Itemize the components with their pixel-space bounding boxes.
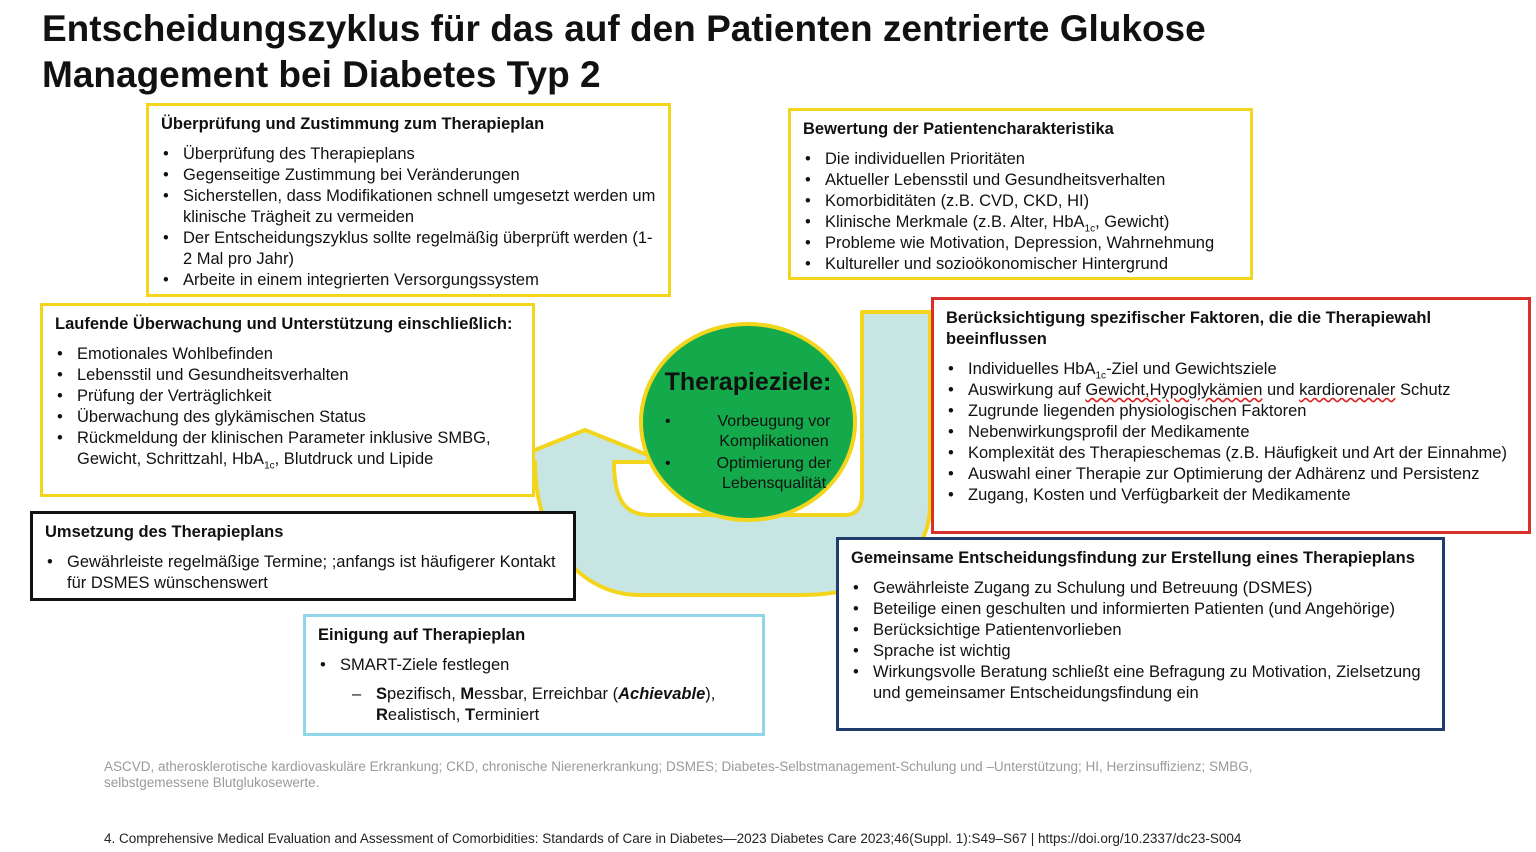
box-ongoing-monitoring bbox=[40, 303, 535, 497]
list-item: • Sprache ist wichtig bbox=[851, 641, 1430, 662]
list-item: • Gewährleiste Zugang zu Schulung und Betreuung (DSMES) bbox=[851, 578, 1430, 599]
smart-word: essbar, Erreichbar ( bbox=[474, 685, 619, 703]
title-line-1: Entscheidungszyklus für das auf den Patienten zentrierte Glukose bbox=[42, 8, 1206, 49]
list-item: • Vorbeugung vor Komplikationen bbox=[661, 412, 851, 452]
box-review-heading: Überprüfung und Zustimmung zum Therapieplan bbox=[161, 115, 545, 133]
reference-citation: 4. Comprehensive Medical Evaluation and Assessment of Comorbidities: Standards of Care in Diabetes—2023 Diabetes Care 2023;46(Suppl. 1):S49–S67 | https://doi.org/10.2337/dc23-S004 bbox=[104, 831, 1242, 846]
smart-letter: Achievable bbox=[618, 685, 706, 703]
item-text: Individuelles HbA bbox=[968, 360, 1096, 378]
footnote-line-2: selbstgemessene Blutglukosewerte. bbox=[104, 775, 320, 790]
list-item: • Die individuellen Prioritäten bbox=[803, 149, 1238, 170]
smart-letter: S bbox=[376, 685, 388, 703]
item-text: Rückmeldung der klinischen Parameter inklusive SMBG, Gewicht, Schrittzahl, HbA bbox=[77, 429, 491, 468]
smart-letter: R bbox=[376, 706, 388, 724]
footnote-line-1: ASCVD, atherosklerotische kardiovaskuläre Erkrankung; CKD, chronische Nierenerkrankung; DSMES; Diabetes-Selbstmanagement-Schulung und –Unterstützung; HI, Herzinsuffizienz; SMBG, bbox=[104, 759, 1253, 774]
list-item: • Beteilige einen geschulten und informierten Patienten (und Angehörige) bbox=[851, 599, 1430, 620]
spellcheck-text: kardiorenaler bbox=[1299, 381, 1396, 399]
list-item: • Emotionales Wohlbefinden bbox=[55, 344, 520, 365]
list-item: • Gegenseitige Zustimmung bei Veränderungen bbox=[161, 165, 656, 186]
list-item: • Wirkungsvolle Beratung schließt eine Befragung zu Motivation, Zielsetzung und gemeinsamer Entscheidungsfindung ein bbox=[851, 662, 1430, 704]
box-factors-heading: Berücksichtigung spezifischer Faktoren, die die Therapiewahl beeinflussen bbox=[946, 309, 1432, 348]
list-item: • Zugrunde liegenden physiologischen Faktoren bbox=[946, 401, 1516, 422]
smart-word: erminiert bbox=[475, 706, 540, 724]
item-text: Klinische Merkmale (z.B. Alter, HbA bbox=[825, 213, 1085, 231]
list-item: • Gewährleiste regelmäßige Termine; ;anfangs ist häufigerer Kontakt für DSMES wünschenswert bbox=[45, 552, 561, 594]
box-assessment-heading: Bewertung der Patientencharakteristika bbox=[803, 120, 1114, 138]
item-text: Schutz bbox=[1395, 381, 1451, 399]
therapy-goals-circle bbox=[639, 322, 857, 522]
list-item bbox=[55, 428, 520, 470]
list-item: • Lebensstil und Gesundheitsverhalten bbox=[55, 365, 520, 386]
list-item: • Überwachung des glykämischen Status bbox=[55, 407, 520, 428]
therapy-goals-list bbox=[661, 412, 851, 496]
list-item: • Komplexität des Therapieschemas (z.B. Häufigkeit und Art der Einnahme) bbox=[946, 443, 1516, 464]
smart-letter: T bbox=[464, 706, 476, 724]
smart-word: pezifisch, bbox=[387, 685, 461, 703]
list-item bbox=[946, 380, 1516, 401]
item-text: , Blutdruck und Lipide bbox=[274, 450, 434, 468]
item-text: Auswirkung auf bbox=[968, 381, 1086, 399]
therapy-goals-title: Therapieziele: bbox=[664, 368, 832, 396]
list-item: • Prüfung der Verträglichkeit bbox=[55, 386, 520, 407]
list-item: • Aktueller Lebensstil und Gesundheitsverhalten bbox=[803, 170, 1238, 191]
list-item: • Auswahl einer Therapie zur Optimierung der Adhärenz und Persistenz bbox=[946, 464, 1516, 485]
list-item bbox=[803, 212, 1238, 233]
box-monitoring-heading: Laufende Überwachung und Unterstützung einschließlich: bbox=[55, 315, 513, 333]
list-item: • Sicherstellen, dass Modifikationen schnell umgesetzt werden um klinische Trägheit zu vermeiden bbox=[161, 186, 656, 228]
list-item: • Komorbiditäten (z.B. CVD, CKD, HI) bbox=[803, 191, 1238, 212]
subscript: 1c bbox=[1084, 223, 1096, 235]
box-agreement-heading: Einigung auf Therapieplan bbox=[318, 626, 526, 644]
list-item: • Überprüfung des Therapieplans bbox=[161, 144, 656, 165]
list-item: • Optimierung der Lebensqualität bbox=[661, 454, 851, 494]
list-item: • Probleme wie Motivation, Depression, Wahrnehmung bbox=[803, 233, 1238, 254]
subscript: 1c bbox=[264, 460, 275, 472]
list-item bbox=[946, 359, 1516, 380]
smart-word: ), bbox=[705, 685, 716, 703]
box-review-agreement bbox=[146, 103, 671, 297]
item-text: und bbox=[1262, 381, 1300, 399]
list-item: • SMART-Ziele festlegen bbox=[318, 655, 750, 676]
smart-word: ealistisch, bbox=[387, 706, 465, 724]
title-line-2: Management bei Diabetes Typ 2 bbox=[42, 54, 601, 95]
item-text: -Ziel und Gewichtsziele bbox=[1106, 360, 1277, 378]
list-item: • Kultureller und sozioökonomischer Hintergrund bbox=[803, 254, 1238, 275]
spellcheck-text: Gewicht,Hypoglykämien bbox=[1085, 381, 1263, 399]
item-text: , Gewicht) bbox=[1095, 213, 1170, 231]
abbreviation-footnote bbox=[104, 759, 1404, 791]
list-item: • Nebenwirkungsprofil der Medikamente bbox=[946, 422, 1516, 443]
box-shared-decision bbox=[836, 537, 1445, 731]
box-shared-heading: Gemeinsame Entscheidungsfindung zur Erstellung eines Therapieplans bbox=[851, 549, 1415, 567]
box-implementation bbox=[30, 511, 576, 601]
list-item: • Der Entscheidungszyklus sollte regelmäßig überprüft werden (1-2 Mal pro Jahr) bbox=[161, 228, 656, 270]
box-specific-factors bbox=[931, 297, 1531, 534]
box-agreement bbox=[303, 614, 765, 736]
list-item: • Arbeite in einem integrierten Versorgungssystem bbox=[161, 270, 656, 291]
box-implementation-heading: Umsetzung des Therapieplans bbox=[45, 523, 284, 541]
subscript: 1c bbox=[1095, 370, 1107, 382]
smart-goals-text bbox=[318, 684, 750, 726]
smart-letter: M bbox=[460, 685, 475, 703]
list-item: • Berücksichtige Patientenvorlieben bbox=[851, 620, 1430, 641]
box-patient-assessment bbox=[788, 108, 1253, 280]
list-item: • Zugang, Kosten und Verfügbarkeit der Medikamente bbox=[946, 485, 1516, 506]
